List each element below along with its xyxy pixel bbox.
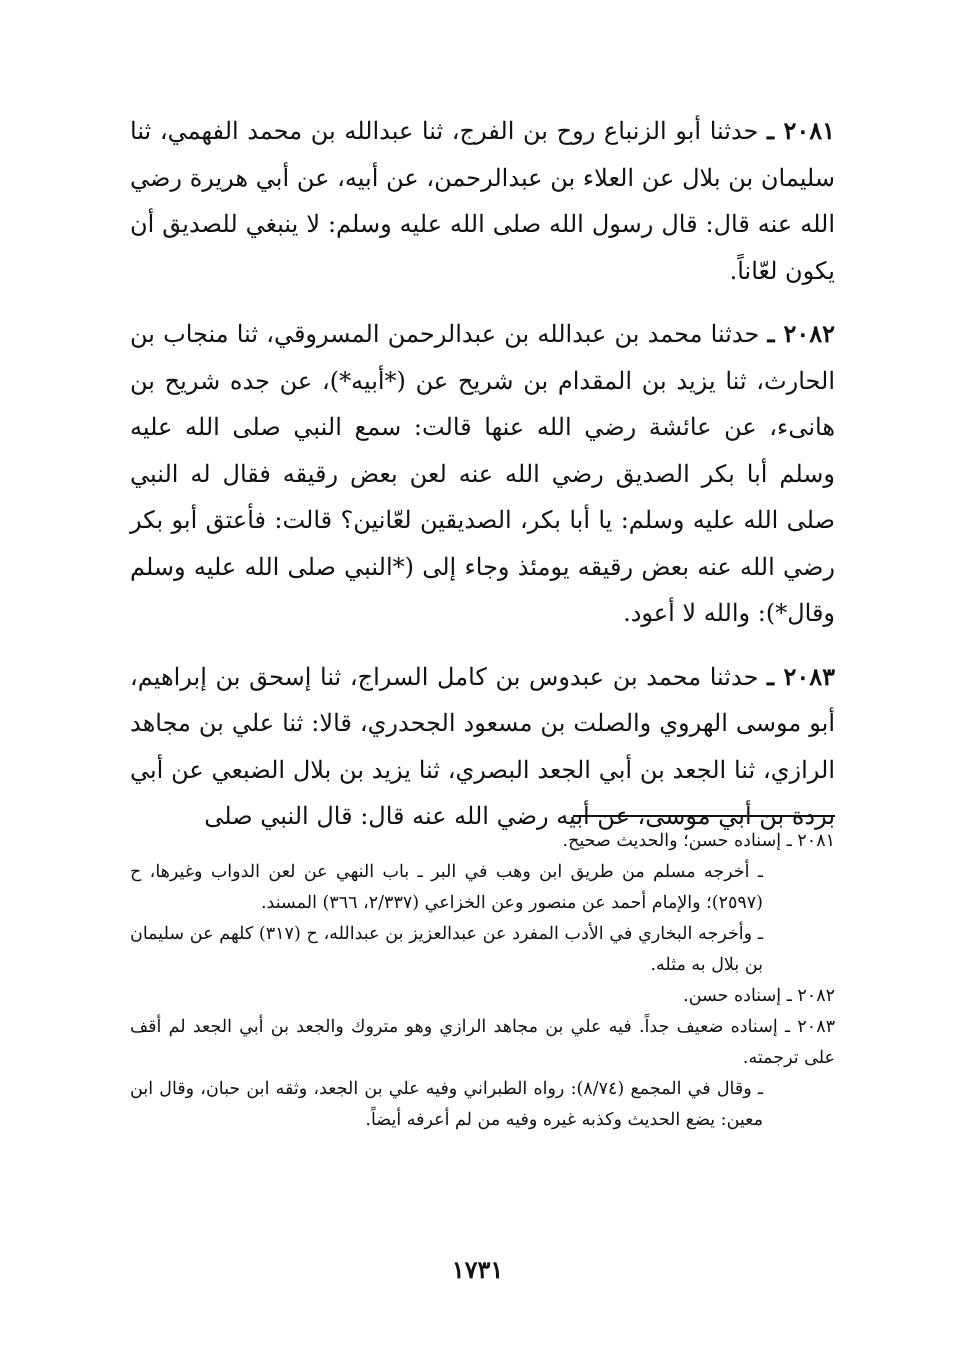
footnote-2083 [130, 1012, 835, 1136]
footnote-sub-line: ـ أخرجه مسلم من طريق ابن وهب في البر ـ باب النهي عن لعن الدواب وغيرها، ح (٢٥٩٧)؛ والإمام أحمد عن منصور وعن الخزاعي (٢/٣٣٧، ٣٦٦) المسند. [130, 862, 763, 913]
footnote-sub-line: ـ وقال في المجمع (٨/٧٤): رواه الطبراني وفيه علي بن الجعد، وثقه ابن حبان، وقال ابن معين: يضع الحديث وكذبه غيره وفيه من لم أعرفه أيضاً. [130, 1079, 764, 1130]
hadith-text: حدثنا محمد بن عبدوس بن كامل السراج، ثنا إسحق بن إبراهيم، أبو موسى الهروي والصلت بن مسعود الجحدري، قالا: ثنا علي بن مجاهد الرازي، ثنا الجعد بن أبي الجعد البصري، ثنا يزيد بن بلال الضبعي عن أبي بردة بن أبي موسى، عن أبيه رضي الله عنه قال: قال النبي صلى [130, 662, 835, 830]
hadith-text: حدثنا محمد بن عبدالله بن عبدالرحمن المسروقي، ثنا منجاب بن الحارث، ثنا يزيد بن المقدام بن شريح عن (*أبيه*)، عن جده شريح بن هانىء، عن عائشة رضي الله عنها قالت: سمع النبي صلى الله عليه وسلم أبا بكر الصديق رضي الله عنه لعن بعض رقيقه فقال له النبي صلى الله عليه وسلم: يا أبا بكر، الصديقين لعّانين؟ قالت: فأعتق أبو بكر رضي الله عنه بعض رقيقه يومئذ وجاء إلى (*النبي صلى الله عليه وسلم وقال*): والله لا أعود. [130, 320, 835, 627]
hadith-2082 [130, 311, 835, 637]
hadith-number: ٢٠٨١ ـ [767, 116, 835, 145]
hadith-number: ٢٠٨٣ ـ [767, 661, 835, 691]
hadith-text: حدثنا أبو الزنباع روح بن الفرج، ثنا عبدالله بن محمد الفهمي، ثنا سليمان بن بلال عن العلاء بن عبدالرحمن، عن أبيه، عن أبي هريرة رضي الله عنه قال: قال رسول الله صلى الله عليه وسلم: لا ينبغي للصديق أن يكون لعّاناً. [130, 117, 835, 285]
hadith-2081 [130, 108, 835, 294]
footnote-number: ٢٠٨٣ ـ [785, 1017, 835, 1037]
footnote-first-line [130, 981, 835, 1012]
page-number: ١٧٣١ [451, 1255, 504, 1284]
footnote-number: ٢٠٨١ ـ [786, 831, 835, 851]
footnote-number: ٢٠٨٢ ـ [786, 986, 835, 1006]
footnote-2081 [130, 826, 835, 981]
footnote-text: إسناده حسن؛ والحديث صحيح. [562, 831, 782, 851]
footnotes [130, 826, 835, 1136]
footnote-first-line [130, 1012, 835, 1074]
footnote-2082 [130, 981, 835, 1012]
footnote-text: إسناده حسن. [683, 986, 782, 1006]
hadith-2083 [130, 654, 835, 840]
hadith-number: ٢٠٨٢ ـ [767, 319, 835, 348]
footnote-separator [573, 815, 835, 817]
footnote-first-line [130, 826, 835, 857]
footnote-sub-line: ـ وأخرجه البخاري في الأدب المفرد عن عبدالعزيز بن عبدالله، ح (٣١٧) كلهم عن سليمان بن بلال به مثله. [130, 924, 763, 975]
main-text [130, 108, 835, 840]
footnote-text: إسناده ضعيف جداً. فيه علي بن مجاهد الرازي وهو متروك والجعد بن أبي الجعد لم أقف على ترجمته. [130, 1017, 835, 1068]
